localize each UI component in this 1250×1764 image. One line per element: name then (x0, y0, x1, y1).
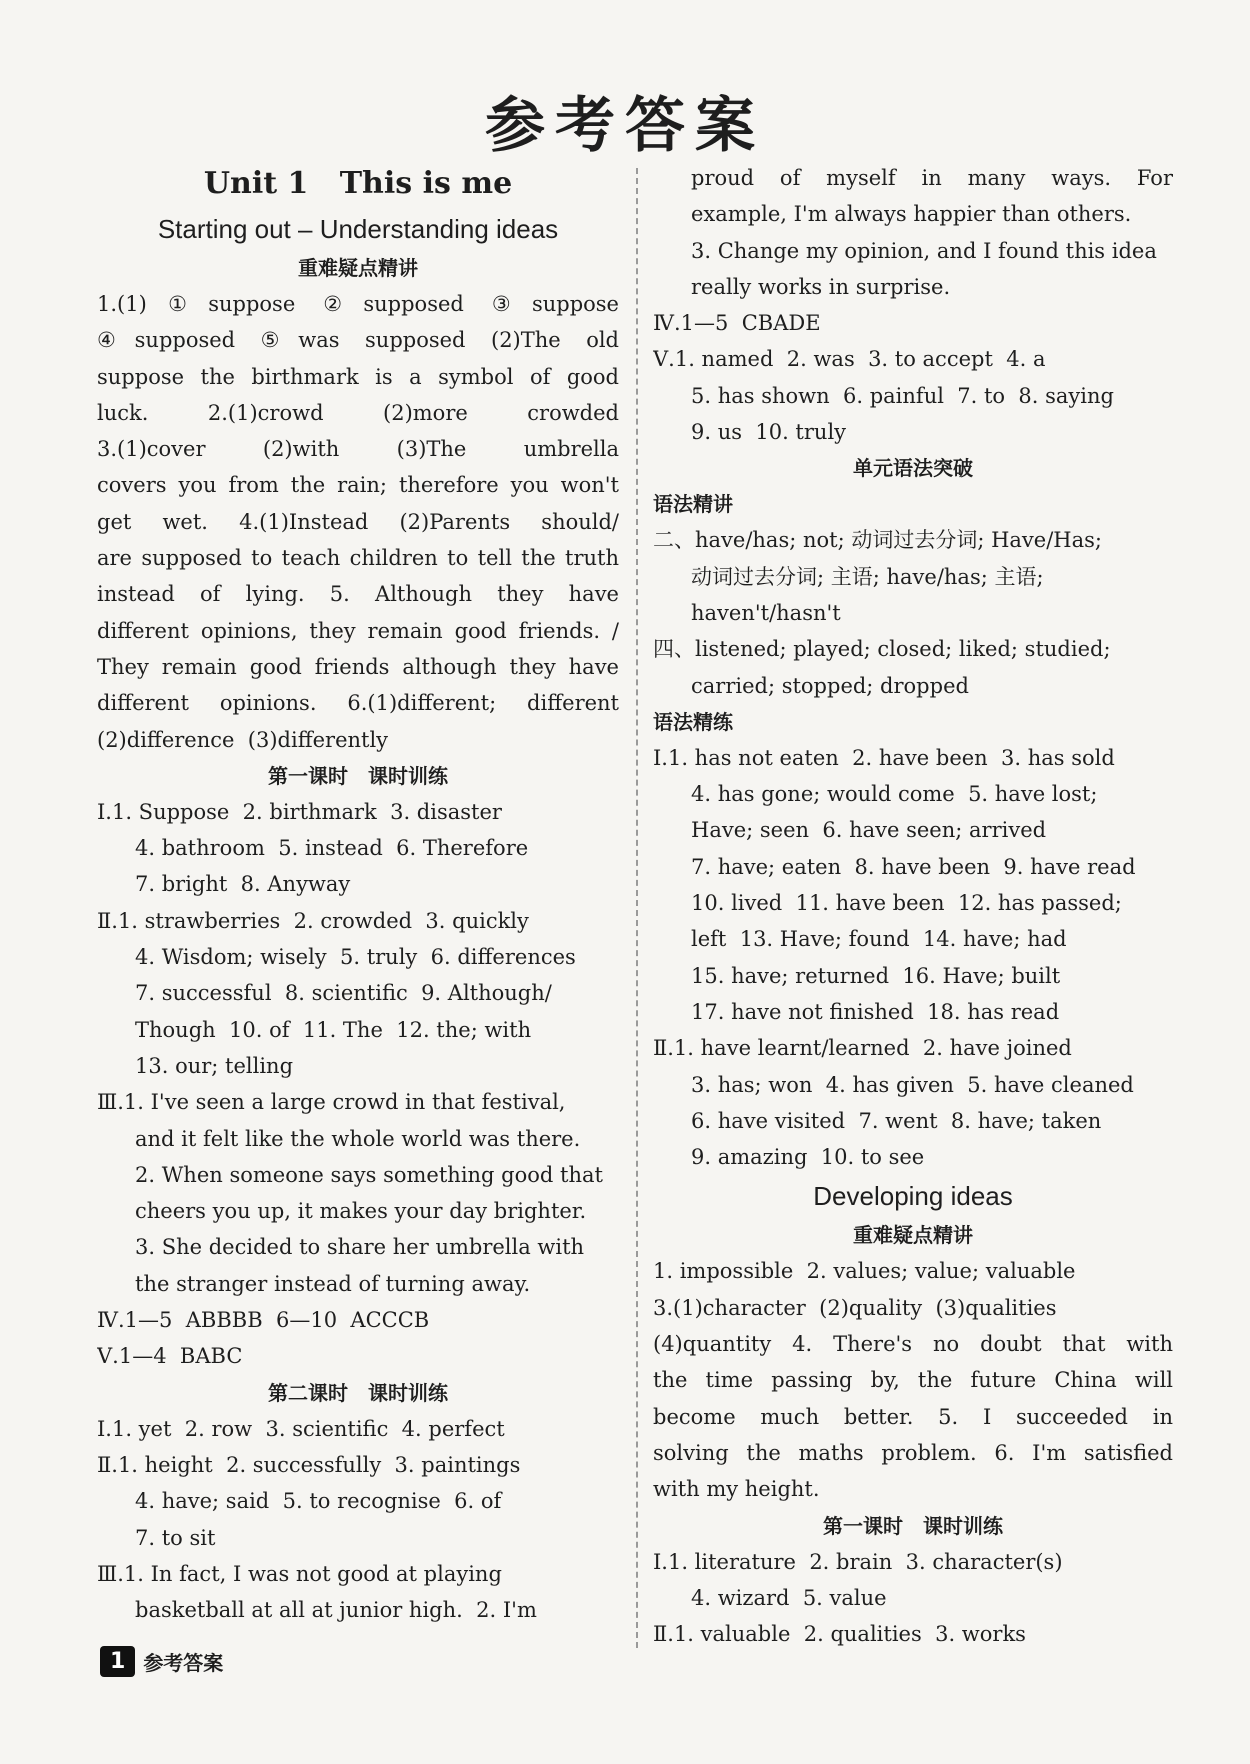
answer-block-developing (653, 1253, 1173, 1507)
answer-line: Though 10. of 11. The 12. the; with (135, 1017, 532, 1042)
answer-line: 13. our; telling (135, 1053, 294, 1078)
answer-line: the time passing by, the future China will (653, 1368, 1173, 1393)
answer-line: 17. have not finished 18. has read (691, 999, 1060, 1024)
answer-line: 9. us 10. truly (691, 420, 847, 445)
answer-line: 9. amazing 10. to see (691, 1145, 925, 1170)
grammar-label: 语法精讲 (653, 492, 733, 517)
answer-block-lesson-1b (653, 1544, 1173, 1653)
answer-block-lesson-2 (97, 1411, 619, 1629)
answer-line: 3.(1)cover (2)with (3)The umbrella (97, 437, 619, 462)
answer-line: instead of lying. 5. Although they have (97, 582, 619, 607)
page-title: 参考答案 (485, 91, 765, 161)
answer-line: 四、listened; played; closed; liked; studied; (653, 637, 1111, 662)
answer-line: They remain good friends although they have (97, 654, 619, 679)
answer-line: Ⅰ.1. literature 2. brain 3. character(s) (653, 1549, 1063, 1574)
answer-line: Ⅰ.1. yet 2. row 3. scientific 4. perfect (97, 1416, 505, 1441)
answer-line: different opinions. 6.(1)different; different (97, 691, 619, 716)
answer-line: Ⅱ.1. valuable 2. qualities 3. works (653, 1622, 1026, 1647)
subsection-title: 第一课时 课时训练 (268, 763, 448, 788)
answer-line: 7. bright 8. Anyway (135, 872, 351, 897)
answer-line: Ⅳ.1—5 ABBBB 6—10 ACCCB (97, 1308, 430, 1333)
answer-line: 4. has gone; would come 5. have lost; (691, 782, 1098, 807)
answer-line: Ⅲ.1. In fact, I was not good at playing (97, 1561, 502, 1586)
answer-block-key-points (97, 286, 619, 758)
answer-line: get wet. 4.(1)Instead (2)Parents should/ (97, 509, 619, 534)
subsection-title: 第一课时 课时训练 (823, 1513, 1003, 1538)
answer-block-continued (653, 160, 1173, 450)
subsection-title: 重难疑点精讲 (853, 1223, 973, 1248)
answer-line: Ⅱ.1. strawberries 2. crowded 3. quickly (97, 908, 529, 933)
answer-line: 1.(1)①suppose ②supposed ③suppose (97, 292, 619, 316)
answer-line: 4. bathroom 5. instead 6. Therefore (135, 836, 529, 861)
answer-line: 动词过去分词; 主语; have/has; 主语; (691, 564, 1044, 589)
answer-line: with my height. (653, 1477, 820, 1502)
answer-line: become much better. 5. I succeeded in (653, 1404, 1173, 1429)
answer-line: 3. has; won 4. has given 5. have cleaned (691, 1072, 1134, 1097)
answer-line: Ⅳ.1—5 CBADE (653, 311, 821, 336)
answer-line: different opinions, they remain good friends. / (97, 618, 619, 643)
right-column (653, 160, 1173, 1652)
page-footer (100, 1646, 223, 1677)
answer-line: Have; seen 6. have seen; arrived (691, 818, 1047, 843)
answer-line: are supposed to teach children to tell the truth (97, 546, 619, 571)
footer-label: 参考答案 (143, 1651, 224, 1675)
page-number: 1 (100, 1646, 135, 1677)
section-title-developing-ideas: Developing ideas (813, 1181, 1013, 1212)
answer-line: 4. have; said 5. to recognise 6. of (135, 1489, 502, 1514)
answer-line: Ⅱ.1. height 2. successfully 3. paintings (97, 1452, 521, 1477)
answer-line: basketball at all at junior high. 2. I'm (135, 1598, 537, 1623)
subsection-title: 第二课时 课时训练 (268, 1380, 448, 1405)
answer-line: covers you from the rain; therefore you won't (97, 473, 619, 498)
answer-line: 7. to sit (135, 1525, 216, 1550)
answer-block-practice (653, 740, 1173, 1176)
answer-line: 4. Wisdom; wisely 5. truly 6. differences (135, 945, 576, 970)
answer-line: 10. lived 11. have been 12. has passed; (691, 891, 1122, 916)
practice-label: 语法精练 (653, 709, 733, 734)
column-divider (636, 168, 638, 1648)
answer-line: cheers you up, it makes your day brighter. (135, 1199, 587, 1224)
answer-line: Ⅲ.1. I've seen a large crowd in that festival, (97, 1090, 566, 1115)
answer-block-grammar (653, 522, 1173, 703)
answer-line: ④supposed ⑤was supposed (2)The old (97, 328, 619, 353)
answer-line: 3. She decided to share her umbrella with (135, 1235, 585, 1260)
section-title-starting-out: Starting out – Understanding ideas (157, 214, 559, 244)
left-column (97, 160, 619, 1628)
answer-line: left 13. Have; found 14. have; had (691, 927, 1067, 952)
answer-line: suppose the birthmark is a symbol of good (97, 364, 619, 389)
answer-block-lesson-1 (97, 794, 619, 1375)
answer-line: 7. have; eaten 8. have been 9. have read (691, 854, 1136, 879)
answer-line: 15. have; returned 16. Have; built (691, 963, 1061, 988)
answer-line: and it felt like the whole world was there. (135, 1126, 581, 1151)
answer-line: 2. When someone says something good that (135, 1162, 603, 1187)
answer-line: example, I'm always happier than others. (691, 202, 1132, 227)
answer-line: luck. 2.(1)crowd (2)more crowded (97, 400, 619, 425)
answer-line: really works in surprise. (691, 274, 951, 299)
answer-line: 7. successful 8. scientific 9. Although/ (135, 981, 552, 1006)
subsection-title: 单元语法突破 (853, 456, 973, 481)
answer-line: Ⅰ.1. Suppose 2. birthmark 3. disaster (97, 799, 502, 824)
answer-line: 4. wizard 5. value (691, 1585, 887, 1610)
answer-line: 6. have visited 7. went 8. have; taken (691, 1108, 1102, 1133)
answer-line: (4)quantity 4. There's no doubt that with (653, 1332, 1173, 1357)
answer-line: 3. Change my opinion, and I found this idea (691, 238, 1157, 263)
answer-line: carried; stopped; dropped (691, 673, 969, 698)
unit-title: Unit 1 This is me (203, 166, 513, 201)
answer-line: haven't/hasn't (691, 600, 841, 625)
answer-line: proud of myself in many ways. For (691, 166, 1173, 190)
answer-line: 二、have/has; not; 动词过去分词; Have/Has; (653, 528, 1102, 553)
answer-line: 5. has shown 6. painful 7. to 8. saying (691, 383, 1114, 408)
answer-line: Ⅰ.1. has not eaten 2. have been 3. has sold (653, 745, 1115, 770)
answer-line: solving the maths problem. 6. I'm satisfied (653, 1440, 1173, 1465)
answer-line: (2)difference (3)differently (97, 727, 389, 752)
answer-line: Ⅴ.1—4 BABC (97, 1344, 243, 1369)
answer-line: 1. impossible 2. values; value; valuable (653, 1259, 1076, 1284)
subsection-title: 重难疑点精讲 (298, 256, 418, 280)
answer-line: the stranger instead of turning away. (135, 1271, 531, 1296)
answer-line: Ⅱ.1. have learnt/learned 2. have joined (653, 1036, 1072, 1061)
answer-line: 3.(1)character (2)quality (3)qualities (653, 1295, 1057, 1320)
answer-line: Ⅴ.1. named 2. was 3. to accept 4. a (653, 347, 1046, 372)
